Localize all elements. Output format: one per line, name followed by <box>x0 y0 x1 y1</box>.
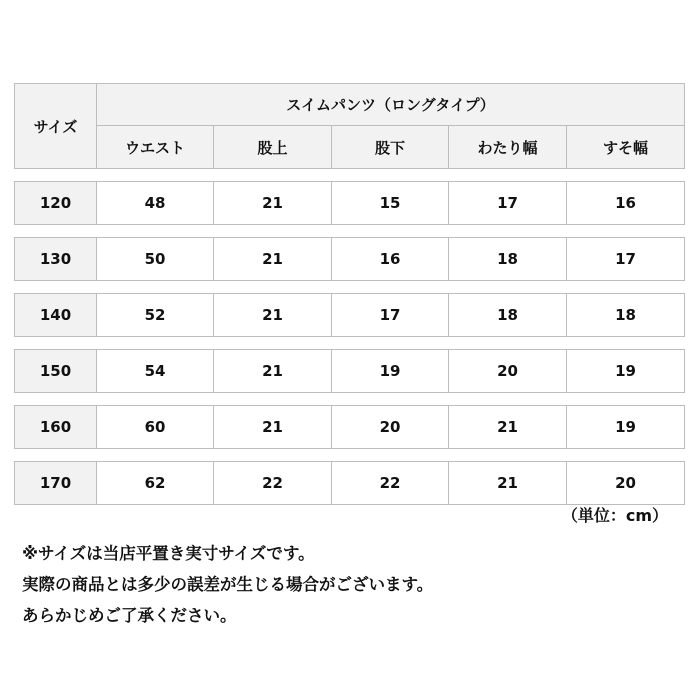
value-cell: 17 <box>332 294 449 337</box>
value-cell: 17 <box>449 182 567 225</box>
value-cell: 62 <box>97 462 214 505</box>
size-column-header: サイズ <box>15 84 97 169</box>
value-cell: 19 <box>567 350 685 393</box>
table-row <box>15 238 685 281</box>
value-cell: 21 <box>214 294 332 337</box>
value-cell: 19 <box>567 406 685 449</box>
table-row <box>15 294 685 337</box>
value-cell: 21 <box>214 238 332 281</box>
table-row <box>15 462 685 505</box>
value-cell: 60 <box>97 406 214 449</box>
value-cell: 16 <box>567 182 685 225</box>
value-cell: 48 <box>97 182 214 225</box>
size-cell: 120 <box>15 182 97 225</box>
unit-note: （単位：cm） <box>561 506 668 525</box>
note-line: あらかじめご了承ください。 <box>22 606 237 625</box>
column-header-waist: ウエスト <box>97 126 214 169</box>
value-cell: 17 <box>567 238 685 281</box>
value-cell: 19 <box>332 350 449 393</box>
value-cell: 54 <box>97 350 214 393</box>
value-cell: 21 <box>214 406 332 449</box>
value-cell: 20 <box>567 462 685 505</box>
value-cell: 22 <box>214 462 332 505</box>
table-row <box>15 350 685 393</box>
size-cell: 130 <box>15 238 97 281</box>
value-cell: 20 <box>332 406 449 449</box>
value-cell: 18 <box>567 294 685 337</box>
value-cell: 16 <box>332 238 449 281</box>
value-cell: 50 <box>97 238 214 281</box>
size-chart-table <box>14 83 685 505</box>
value-cell: 21 <box>214 350 332 393</box>
header-row-columns <box>15 126 685 169</box>
column-header-rise: 股上 <box>214 126 332 169</box>
value-cell: 21 <box>449 406 567 449</box>
header-row-group <box>15 84 685 126</box>
value-cell: 20 <box>449 350 567 393</box>
value-cell: 18 <box>449 238 567 281</box>
size-notes <box>22 538 433 631</box>
value-cell: 15 <box>332 182 449 225</box>
size-cell: 150 <box>15 350 97 393</box>
table-row <box>15 182 685 225</box>
value-cell: 21 <box>214 182 332 225</box>
column-header-thigh-width: わたり幅 <box>449 126 567 169</box>
column-header-hem-width: すそ幅 <box>567 126 685 169</box>
value-cell: 21 <box>449 462 567 505</box>
note-line: ※サイズは当店平置き実寸サイズです。 <box>22 544 315 563</box>
product-group-header: スイムパンツ（ロングタイプ） <box>97 84 685 126</box>
note-line: 実際の商品とは多少の誤差が生じる場合がございます。 <box>22 575 434 594</box>
table-row <box>15 406 685 449</box>
size-cell: 170 <box>15 462 97 505</box>
value-cell: 52 <box>97 294 214 337</box>
value-cell: 22 <box>332 462 449 505</box>
size-cell: 140 <box>15 294 97 337</box>
column-header-inseam: 股下 <box>332 126 449 169</box>
value-cell: 18 <box>449 294 567 337</box>
size-cell: 160 <box>15 406 97 449</box>
